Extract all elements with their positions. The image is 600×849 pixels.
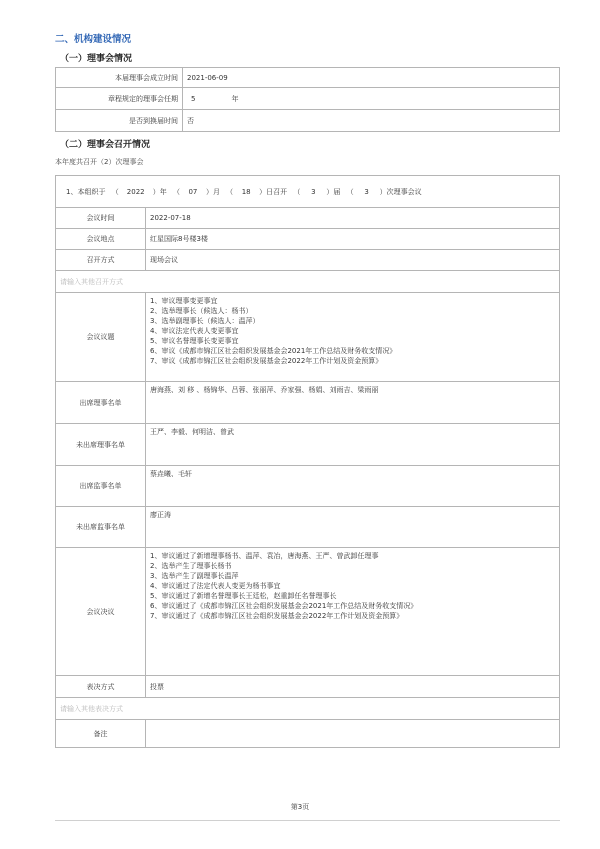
- other-vote-input[interactable]: 请输入其他表决方式: [56, 698, 560, 720]
- meeting-day[interactable]: 18: [241, 187, 251, 196]
- row-label: 章程规定的理事会任期: [56, 88, 183, 110]
- absent-field[interactable]: 王严、李毅、何明洁、曾武: [146, 424, 560, 466]
- meeting-nth[interactable]: 3: [364, 187, 369, 196]
- meeting-year[interactable]: 2022: [126, 187, 145, 196]
- agenda-item: 3、选举副理事长（候选人：温萍）: [150, 317, 260, 325]
- meeting-table: [55, 175, 560, 748]
- established-date-field[interactable]: 2021-06-09: [183, 68, 560, 88]
- absent-supervisors-field[interactable]: 廖正涛: [146, 507, 560, 548]
- remark-label: 备注: [56, 720, 146, 748]
- row-label: 是否到换届时间: [56, 110, 183, 132]
- meeting-line: 1、本组织于 （ 2022 ）年 （ 07 ）月 （ 18 ）日召开 （ 3 ）届 （ 3 ）次理事会议: [56, 176, 560, 208]
- place-label: 会议地点: [56, 229, 146, 250]
- vote-label: 表决方式: [56, 676, 146, 698]
- board-heading: （一）理事会情况: [60, 54, 133, 64]
- table-row: [56, 229, 560, 250]
- resolution-item: 5、审议通过了新增名誉理事长王廷松，赵重卸任名誉理事长: [150, 592, 337, 600]
- table-row: [56, 208, 560, 229]
- vote-field[interactable]: 投票: [146, 676, 560, 698]
- table-row: [56, 424, 560, 466]
- resolution-item: 1、审议通过了新增理事杨书、温萍、袁冶，唐海燕、王严、曾武卸任理事: [150, 552, 379, 560]
- table-row: [56, 676, 560, 698]
- meeting-session[interactable]: 3: [311, 187, 316, 196]
- meetings-heading: （二）理事会召开情况: [60, 140, 151, 150]
- term-unit: 年: [231, 94, 239, 103]
- session-suffix: 届: [333, 187, 341, 196]
- meetings-summary: 本年度共召开（2）次理事会: [55, 158, 144, 166]
- table-row: [56, 548, 560, 676]
- mode-label: 召开方式: [56, 250, 146, 271]
- table-row: [56, 88, 560, 110]
- table-row: [56, 507, 560, 548]
- section-title: 二、机构建设情况: [55, 34, 132, 45]
- agenda-field[interactable]: [146, 293, 560, 382]
- supervisors-field[interactable]: 蔡垚曦、毛轩: [146, 466, 560, 507]
- nth-suffix: 次理事会议: [386, 187, 422, 196]
- board-table: [55, 67, 560, 132]
- table-row: [56, 466, 560, 507]
- page-number: 第3页: [290, 803, 310, 811]
- table-row: [56, 271, 560, 293]
- agenda-item: 7、审议《成都市锦江区社会组织发展基金会2022年工作计划及资金预算》: [150, 357, 383, 365]
- table-row: [56, 720, 560, 748]
- attend-field[interactable]: 唐海燕、刘 移 、杨锦华、吕蓉、张丽萍、乔家强、杨娟、刘雨吉、梁雨丽: [146, 382, 560, 424]
- table-row: [56, 68, 560, 88]
- agenda-item: 2、选举理事长（候选人：杨书）: [150, 307, 253, 315]
- resolution-item: 4、审议通过了法定代表人变更为杨书事宜: [150, 582, 281, 590]
- absent-label: 未出席理事名单: [56, 424, 146, 466]
- agenda-item: 1、审议理事变更事宜: [150, 297, 218, 305]
- remark-field[interactable]: [146, 720, 560, 748]
- resolution-field[interactable]: [146, 548, 560, 676]
- mode-field[interactable]: 现场会议: [146, 250, 560, 271]
- agenda-item: 4、审议法定代表人变更事宜: [150, 327, 239, 335]
- absent-supervisors-label: 未出席监事名单: [56, 507, 146, 548]
- agenda-label: 会议议题: [56, 293, 146, 382]
- table-row: [56, 698, 560, 720]
- table-row: [56, 293, 560, 382]
- attend-label: 出席理事名单: [56, 382, 146, 424]
- row-label: 本届理事会成立时间: [56, 68, 183, 88]
- resolution-item: 6、审议通过了《成都市锦江区社会组织发展基金会2021年工作总结及财务收支情况》: [150, 602, 418, 610]
- place-field[interactable]: 红星国际8号楼3楼: [146, 229, 560, 250]
- table-row: [56, 250, 560, 271]
- term-field[interactable]: [183, 88, 560, 110]
- table-row: [56, 382, 560, 424]
- reelection-field[interactable]: 否: [183, 110, 560, 132]
- year-suffix: 年: [159, 187, 167, 196]
- term-value: 5: [191, 94, 196, 103]
- resolution-label: 会议决议: [56, 548, 146, 676]
- meeting-prefix: 1、本组织于: [66, 187, 106, 196]
- month-suffix: 月: [212, 187, 220, 196]
- agenda-item: 6、审议《成都市锦江区社会组织发展基金会2021年工作总结及财务收支情况》: [150, 347, 397, 355]
- other-mode-input[interactable]: 请输入其他召开方式: [56, 271, 560, 293]
- supervisors-label: 出席监事名单: [56, 466, 146, 507]
- resolution-item: 3、选举产生了副理事长温萍: [150, 572, 239, 580]
- resolution-item: 2、选举产生了理事长杨书: [150, 562, 232, 570]
- time-field[interactable]: 2022-07-18: [146, 208, 560, 229]
- meeting-line-row: [56, 176, 560, 208]
- table-row: [56, 110, 560, 132]
- time-label: 会议时间: [56, 208, 146, 229]
- resolution-item: 7、审议通过了《成都市锦江区社会组织发展基金会2022年工作计划及资金预算》: [150, 612, 404, 620]
- day-suffix: 日召开: [266, 187, 288, 196]
- footer-divider: [55, 820, 560, 821]
- meeting-month[interactable]: 07: [188, 187, 198, 196]
- agenda-item: 5、审议名誉理事长变更事宜: [150, 337, 239, 345]
